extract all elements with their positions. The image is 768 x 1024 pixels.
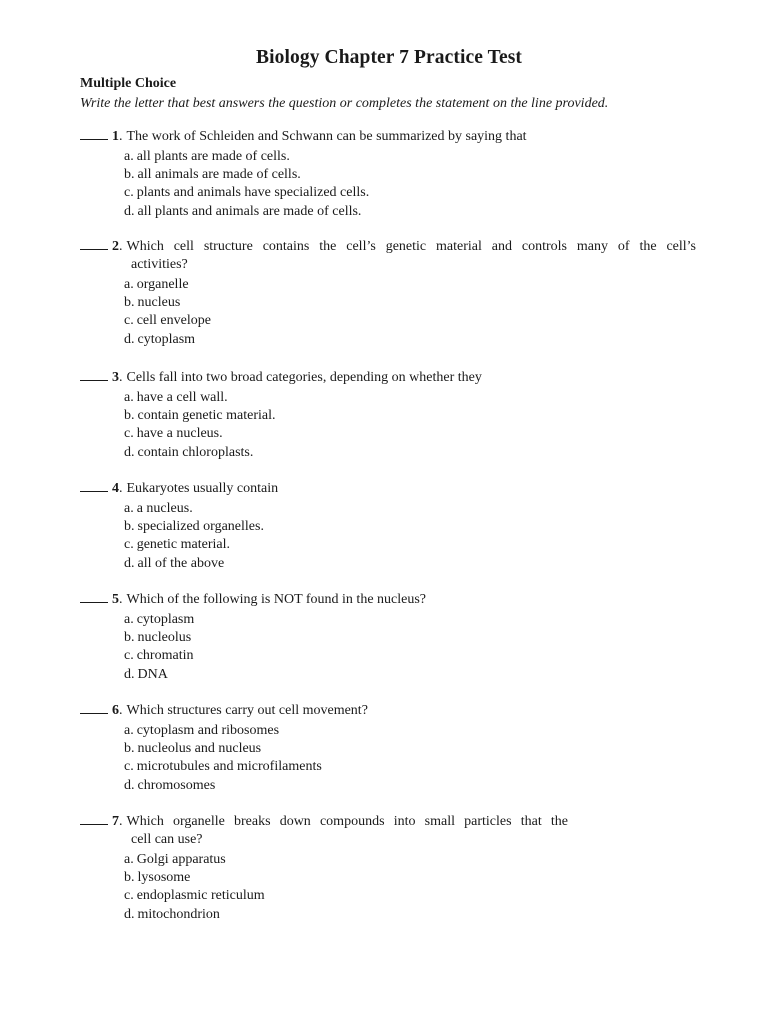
question-7: 7 . Which organelle breaks down compounds into small particles that the cell can use? a. Golgi apparatus b. lysosome c. endoplasmic reticulum d. mitochondrion [80, 811, 568, 924]
choice-list [80, 851, 568, 924]
question-3: 3 . Cells fall into two broad categories, depending on whether they a. have a cell wall. b. contain genetic material. c. have a nucleus. d. contain chloroplasts. [80, 367, 696, 462]
choice-d: d. all of the above [124, 555, 225, 571]
choice-a: a. Golgi apparatus [124, 852, 226, 867]
choice-c: c. plants and animals have specialized cells. [124, 185, 370, 201]
choice-d: d. DNA [124, 666, 168, 682]
choice-b: b. nucleolus [124, 630, 192, 646]
answer-blank[interactable] [80, 478, 108, 492]
choice-list [80, 611, 696, 684]
choice-c: c. chromatin [124, 648, 194, 664]
answer-blank[interactable] [80, 589, 108, 603]
question-text: Which cell structure contains the cell’s genetic material and controls many of the cell’s [126, 239, 696, 254]
question-1: 1 . The work of Schleiden and Schwann can be summarized by saying that a. all plants are made of cells. b. all animals are made of cells. c. plants and animals have specialized cells. d. all plants and animals are made of cells. [80, 126, 696, 221]
question-5: 5 . Which of the following is NOT found in the nucleus? a. cytoplasm b. nucleolus c. chromatin d. DNA [80, 589, 696, 684]
answer-blank[interactable] [80, 700, 108, 714]
question-number: 2 [112, 239, 119, 254]
choice-c: c. endoplasmic reticulum [124, 888, 265, 904]
question-text: Which structures carry out cell movement? [126, 703, 368, 718]
choice-list [80, 148, 696, 221]
question-4: 4 . Eukaryotes usually contain a. a nucleus. b. specialized organelles. c. genetic material. d. all of the above [80, 478, 696, 573]
question-text-continuation: activities? [131, 257, 188, 272]
question-text: Cells fall into two broad categories, depending on whether they [126, 370, 482, 385]
choice-a: a. have a cell wall. [124, 390, 228, 405]
question-text-continuation: cell can use? [131, 832, 203, 847]
question-number: 6 [112, 703, 119, 718]
answer-blank[interactable] [80, 811, 108, 825]
choice-a: a. cytoplasm [124, 612, 195, 627]
choice-a: a. cytoplasm and ribosomes [124, 723, 280, 738]
question-number: 7 [112, 814, 119, 829]
choice-c: c. cell envelope [124, 313, 211, 329]
question-text: The work of Schleiden and Schwann can be summarized by saying that [126, 129, 527, 144]
section-heading: Multiple Choice [80, 76, 177, 91]
choice-b: b. lysosome [124, 870, 191, 886]
choice-d: d. mitochondrion [124, 906, 220, 922]
choice-b: b. contain genetic material. [124, 408, 276, 424]
question-2: 2 . Which cell structure contains the cell’s genetic material and controls many of the cell’s activities? a. organelle b. nucleus c. cell envelope d. cytoplasm [80, 236, 696, 349]
choice-d: d. contain chloroplasts. [124, 444, 254, 460]
question-number: 4 [112, 481, 119, 496]
question-text: Which of the following is NOT found in the nucleus? [126, 592, 427, 607]
choice-list [80, 276, 696, 349]
choice-b: b. specialized organelles. [124, 519, 264, 535]
choice-d: d. chromosomes [124, 777, 216, 793]
instructions: Write the letter that best answers the question or completes the statement on the line provided. [80, 96, 609, 111]
choice-list [80, 500, 696, 573]
answer-blank[interactable] [80, 236, 108, 250]
choice-a: a. a nucleus. [124, 501, 193, 516]
choice-c: c. microtubules and microfilaments [124, 759, 322, 775]
question-number: 3 [112, 370, 119, 385]
choice-b: b. nucleolus and nucleus [124, 741, 262, 757]
choice-d: d. cytoplasm [124, 331, 196, 347]
choice-list [80, 722, 696, 795]
answer-blank[interactable] [80, 367, 108, 381]
question-text: Eukaryotes usually contain [126, 481, 279, 496]
choice-d: d. all plants and animals are made of cells. [124, 203, 362, 219]
choice-a: a. all plants are made of cells. [124, 149, 290, 164]
choice-list [80, 389, 696, 462]
choice-c: c. genetic material. [124, 537, 231, 553]
choice-a: a. organelle [124, 277, 189, 292]
choice-b: b. nucleus [124, 295, 181, 311]
choice-c: c. have a nucleus. [124, 426, 223, 442]
answer-blank[interactable] [80, 126, 108, 140]
page-title: Biology Chapter 7 Practice Test [256, 47, 522, 68]
question-number: 1 [112, 129, 119, 144]
question-6: 6 . Which structures carry out cell movement? a. cytoplasm and ribosomes b. nucleolus and nucleus c. microtubules and microfilaments d. chromosomes [80, 700, 696, 795]
question-number: 5 [112, 592, 119, 607]
choice-b: b. all animals are made of cells. [124, 167, 301, 183]
question-text: Which organelle breaks down compounds into small particles that the [126, 814, 568, 829]
